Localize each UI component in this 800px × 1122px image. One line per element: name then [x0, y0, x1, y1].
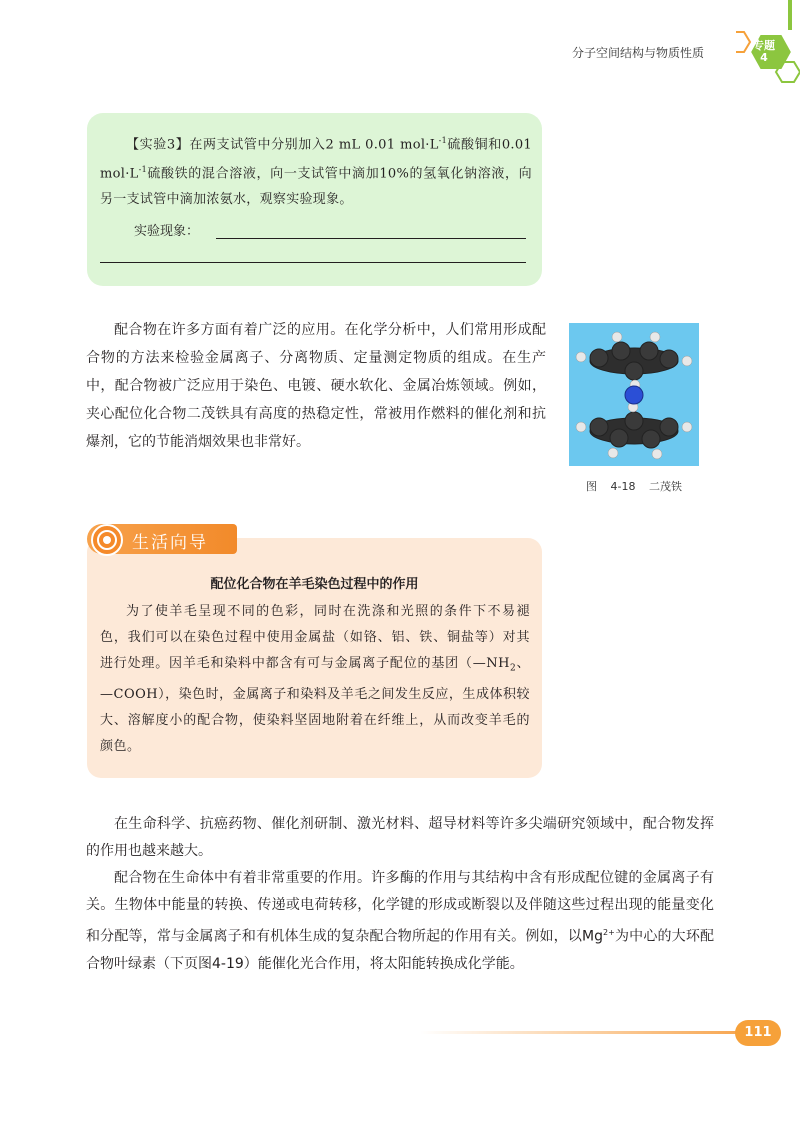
paragraph-biology-a: 配合物在生命体中有着非常重要的作用。许多酶的作用与其结构中含有形成配位键的金属离子有关。生物体中能量的转换、传递或电荷转移，化学键的形成或断裂以及伴随这些过程出现的能量变化和分配等，常与金属离子和有机体生成的复杂配合物所起的作用有关。例如，以Mg — [86, 870, 714, 945]
experiment-sup-2: -1 — [138, 165, 147, 175]
paragraph-biology — [86, 865, 714, 978]
ferrocene-model-icon — [569, 323, 699, 466]
experiment-line-a: 【实验3】在两支试管中分别加入2 mL 0.01 mol·L — [126, 137, 439, 153]
topic-number: 4 — [760, 51, 768, 64]
life-guide-title: 配位化合物在羊毛染色过程中的作用 — [210, 577, 419, 592]
paragraphs-life-science — [86, 811, 714, 978]
paragraph-biology-b: 为中心的大环配合物叶绿素（下页图4-19）能催化光合作用，将太阳能转换成化学能。 — [86, 928, 715, 972]
observation-blank-1[interactable] — [216, 238, 526, 239]
life-guide-text-b: 、—COOH），染色时，金属离子和染料及羊毛之间发生反应，生成体积较大、溶解度小的配合物，使染料坚固地附着在纤维上，从而改变羊毛的颜色。 — [100, 656, 530, 754]
paragraph-applications — [86, 316, 546, 456]
ferrocene-image — [569, 323, 699, 466]
flower-icon — [89, 522, 125, 558]
experiment-sup-1: -1 — [438, 136, 448, 145]
paragraph-biology-sup: 2+ — [603, 928, 615, 937]
topic-label-text: 专题 — [753, 39, 775, 52]
observation-blank-2[interactable] — [100, 262, 526, 263]
observation-label: 实验现象： — [134, 224, 200, 239]
experiment-line-b: 硫酸铜和0.01 mol·L — [100, 137, 532, 182]
paragraph-applications-text: 配合物在许多方面有着广泛的应用。在化学分析中，人们常用形成配合物的方法来检验金属离子、分离物质、定量测定物质的组成。在生产中，配合物被广泛应用于染色、电镀、硬水软化、金属冶炼领域。例如，夹心配位化合物二茂铁具有高度的热稳定性，常被用作燃料的催化剂和抗爆剂，它的节能消烟效果也非常好。 — [86, 322, 546, 450]
life-guide-label: 生活向导 — [132, 533, 208, 553]
footer-rule — [420, 1031, 742, 1034]
chapter-title: 分子空间结构与物质性质 — [571, 46, 704, 60]
paragraph-research: 在生命科学、抗癌药物、催化剂研制、激光材料、超导材料等许多尖端研究领域中，配合物发挥的作用也越来越大。 — [86, 816, 714, 859]
experiment-line-c: 硫酸铁的混合溶液，向一支试管中滴加10%的氢氧化钠溶液，向另一支试管中滴加浓氨水，观察实验现象。 — [100, 166, 532, 207]
life-guide-sub: 2 — [509, 663, 517, 674]
topic-label — [744, 40, 784, 64]
experiment-text — [100, 128, 532, 212]
life-guide-text — [100, 599, 530, 760]
figure-caption: 图 4-18 二茂铁 — [586, 480, 682, 493]
page-number: 111 — [735, 1020, 781, 1046]
life-guide-text-a: 为了使羊毛呈现不同的色彩，同时在洗涤和光照的条件下不易褪色，我们可以在染色过程中使用金属盐（如铬、铝、铁、铜盐等）对其进行处理。因羊毛和染料中都含有可与金属离子配位的基团（—NH — [100, 604, 530, 671]
